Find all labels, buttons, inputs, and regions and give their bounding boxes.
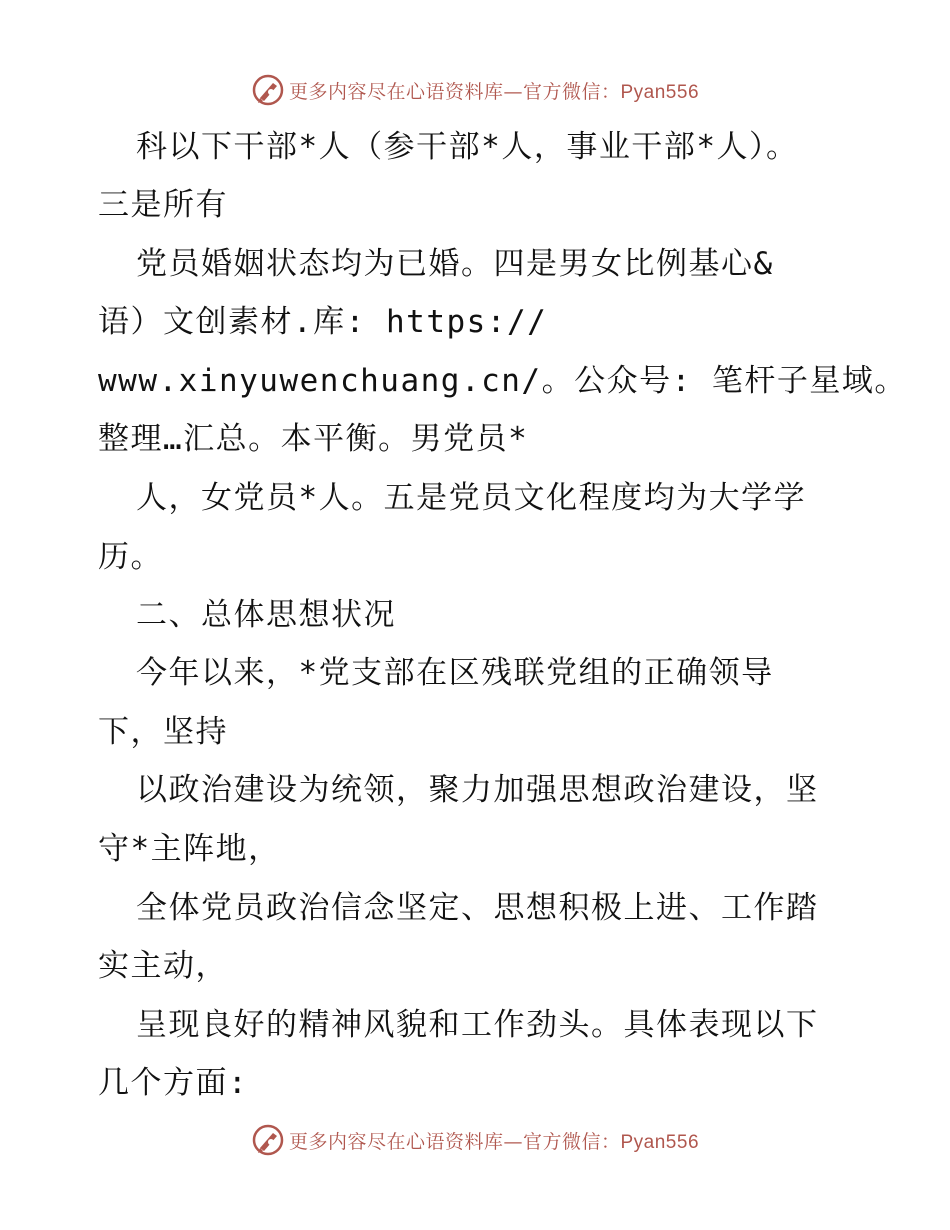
body-line: 守*主阵地，	[98, 831, 281, 867]
body-line: 实主动，	[98, 948, 228, 984]
body-line: 三是所有	[98, 187, 228, 223]
watermark-separator: —	[503, 1130, 523, 1153]
watermark-contact-id: Pyan556	[620, 81, 700, 103]
watermark-text: 更多内容尽在心语资料库	[288, 1130, 504, 1153]
body-line: www.xinyuwenchuang.cn/。公众号: 笔杆子星域。	[98, 363, 907, 399]
watermark-separator: —	[503, 80, 523, 103]
watermark-text: 更多内容尽在心语资料库	[288, 80, 504, 103]
watermark-footer	[0, 1120, 950, 1160]
watermark-contact-label: 官方微信：	[522, 80, 621, 103]
body-line: 几个方面:	[98, 1065, 249, 1101]
body-line: 人，女党员*人。五是党员文化程度均为大学学	[136, 480, 807, 516]
body-line: 呈现良好的精神风貌和工作劲头。具体表现以下	[136, 1007, 819, 1043]
body-line: 下，坚持	[98, 714, 228, 750]
body-line: 以政治建设为统领，聚力加强思想政治建设，坚	[136, 772, 819, 808]
body-line: 科以下干部*人（参干部*人，事业干部*人）。	[136, 129, 799, 165]
body-line: 今年以来，*党支部在区残联党组的正确领导	[136, 655, 774, 691]
watermark-contact-id: Pyan556	[620, 1131, 700, 1153]
watermark-contact-label: 官方微信：	[522, 1130, 621, 1153]
body-line: 全体党员政治信念坚定、思想积极上进、工作踏	[136, 890, 819, 926]
section-heading: 二、总体思想状况	[136, 597, 396, 633]
body-line: 整理…汇总。本平衡。男党员*	[98, 421, 529, 457]
body-line: 历。	[98, 539, 163, 575]
pen-logo-icon	[251, 1123, 285, 1157]
body-line: 语）文创素材.库: https://	[98, 304, 548, 340]
body-line: 党员婚姻状态均为已婚。四是男女比例基心&	[136, 246, 774, 282]
